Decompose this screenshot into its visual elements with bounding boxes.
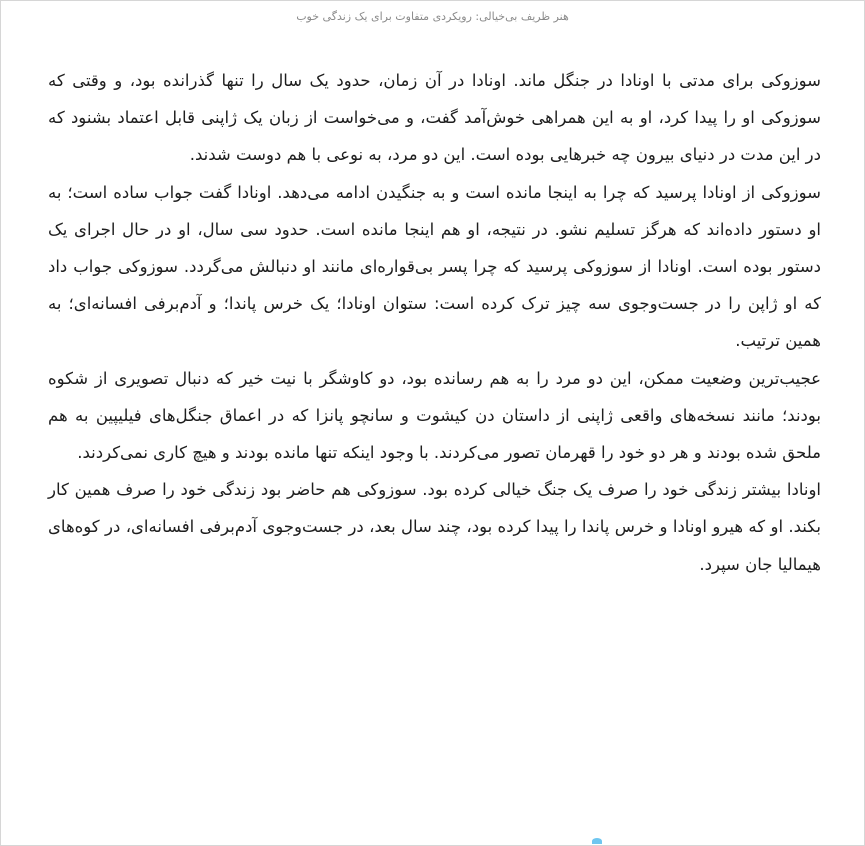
page-body bbox=[48, 62, 821, 583]
paragraph: عجیب‌ترین وضعیت ممکن، این دو مرد را به هم رسانده بود، دو کاوشگر با نیت خیر که دنبال تصویری از شکوه بودند؛ مانند نسخه‌های واقعی ژاپنی از داستان دن کیشوت و سانچو پانزا که در اعماق جنگل‌های فیلیپین به هم ملحق شده بودند و هر دو خود را قهرمان تصور می‌کردند. با وجود اینکه تنها مانده بودند و هیچ کاری نمی‌کردند. bbox=[48, 368, 821, 463]
scroll-indicator-icon bbox=[592, 838, 602, 844]
paragraph: سوزوکی از اونادا پرسید که چرا به اینجا مانده است و به جنگیدن ادامه می‌دهد. اونادا گفت جواب ساده است؛ به او دستور داده‌اند که هرگز تسلیم نشو. در نتیجه، او هم اینجا مانده است. حدود سی سال، او در حال اجرای یک دستور بوده است. اونادا از سوزوکی پرسید که چرا پسر بی‌قواره‌ای مانند او دنبالش می‌گردد. سوزوکی جواب داد که او ژاپن را در جست‌وجوی سه چیز ترک کرده است: ستوان اونادا؛ یک خرس پاندا؛ و آدم‌برفی افسانه‌ای؛ به همین ترتیب. bbox=[48, 182, 821, 351]
paragraph: اونادا بیشتر زندگی خود را صرف یک جنگ خیالی کرده بود. سوزوکی هم حاضر بود زندگی خود را صرف همین کار بکند. او که هیرو اونادا و خرس پاندا را پیدا کرده بود، چند سال بعد، در جست‌وجوی آدم‌برفی افسانه‌ای، در کوه‌های هیمالیا جان سپرد. bbox=[48, 480, 821, 574]
paragraph: سوزوکی برای مدتی با اونادا در جنگل ماند. اونادا در آن زمان، حدود یک سال را تنها گذرانده بود، و وقتی که سوزوکی او را پیدا کرد، او به این همراهی خوش‌آمد گفت، و می‌خواست از زبان یک ژاپنی قابل اعتماد بشنود که در این مدت در دنیای بیرون چه خبرهایی بوده است. این دو مرد، به نوعی با هم دوست شدند. bbox=[48, 71, 821, 165]
running-header: هنر ظریف بی‌خیالی: رویکردی متفاوت برای یک زندگی خوب bbox=[296, 10, 569, 23]
